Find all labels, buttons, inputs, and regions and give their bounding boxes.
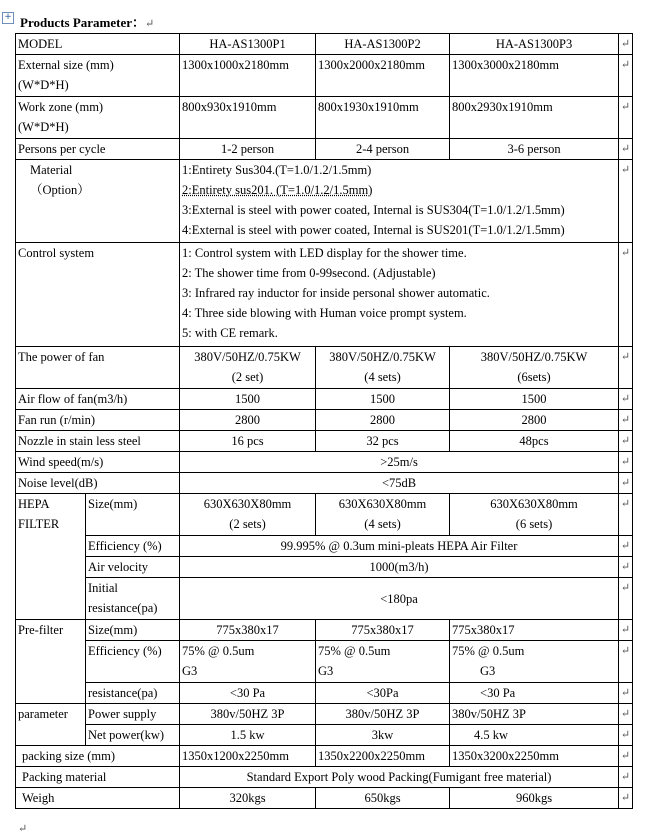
external-size-label: External size (mm) (W*D*H) bbox=[16, 55, 180, 97]
table-row-control-system: Control system 1: Control system with LED display for the shower time. 2: The shower time from 0-99second. (Adjustable) 3: Infrared ray inductor for inside personal shower automatic. 4: Three side blowing with Human voice prompt system. 5: with CE remark. ↵ bbox=[16, 243, 633, 347]
control-system-features: 1: Control system with LED display for the shower time. 2: The shower time from 0-99second. (Adjustable) 3: Infrared ray inductor for inside personal shower automatic. 4: Three side blowing with Human voice prompt system. 5: with CE remark. bbox=[180, 243, 619, 347]
model-p3: HA-AS1300P3 bbox=[450, 34, 619, 55]
table-row-hepa-size: HEPA FILTER Size(mm) 630X630X80mm (2 sets) 630X630X80mm (4 sets) 630X630X80mm (6 sets) ↵ bbox=[16, 494, 633, 536]
table-row-hepa-efficiency: Efficiency (%) 99.995% @ 0.3um mini-pleats HEPA Air Filter ↵ bbox=[16, 536, 633, 557]
table-row-prefilter-resistance: resistance(pa) <30 Pa <30Pa <30 Pa ↵ bbox=[16, 683, 633, 704]
table-row-hepa-resistance: Initial resistance(pa) <180pa ↵ bbox=[16, 578, 633, 620]
table-row-prefilter-efficiency: Efficiency (%) 75% @ 0.5um G3 75% @ 0.5um G3 75% @ 0.5um G3 ↵ bbox=[16, 641, 633, 683]
table-row-work-zone: Work zone (mm) (W*D*H) 800x930x1910mm 800x1930x1910mm 800x2930x1910mm ↵ bbox=[16, 97, 633, 139]
paragraph-mark: ↵ bbox=[18, 823, 28, 835]
model-p1: HA-AS1300P1 bbox=[180, 34, 316, 55]
table-row-material: Material （Option） 1:Entirety Sus304.(T=1.0/1.2/1.5mm) 2:Entirety sus201. (T=1.0/1.2/1.5mm) 3:External is steel with power coated, Internal is SUS304(T=1.0/1.2/1.5mm) 4:External is steel with power coated, Internal is SUS201(T=1.0/1.2/1.5mm) ↵ bbox=[16, 160, 633, 243]
model-p2: HA-AS1300P2 bbox=[316, 34, 450, 55]
products-parameter-table bbox=[15, 33, 633, 809]
table-row-wind-speed: Wind speed(m/s) >25m/s ↵ bbox=[16, 452, 633, 473]
hepa-filter-label: HEPA FILTER bbox=[16, 494, 86, 620]
table-row-fan-run: Fan run (r/min) 2800 2800 2800 ↵ bbox=[16, 410, 633, 431]
table-row-packing-size: packing size (mm) 1350x1200x2250mm 1350x2200x2250mm 1350x3200x2250mm ↵ bbox=[16, 746, 633, 767]
table-row-prefilter-size: Pre-filter Size(mm) 775x380x17 775x380x17 775x380x17 ↵ bbox=[16, 620, 633, 641]
table-row-noise: Noise level(dB) <75dB ↵ bbox=[16, 473, 633, 494]
table-row-model: MODEL HA-AS1300P1 HA-AS1300P2 HA-AS1300P3 ↵ bbox=[16, 34, 633, 55]
table-row-air-flow: Air flow of fan(m3/h) 1500 1500 1500 ↵ bbox=[16, 389, 633, 410]
table-row-packing-material: Packing material Standard Export Poly wood Packing(Fumigant free material) ↵ bbox=[16, 767, 633, 788]
table-row-fan-power: The power of fan 380V/50HZ/0.75KW (2 set) 380V/50HZ/0.75KW (4 sets) 380V/50HZ/0.75KW (6sets) ↵ bbox=[16, 347, 633, 389]
work-zone-label: Work zone (mm) (W*D*H) bbox=[16, 97, 180, 139]
table-row-net-power: Net power(kw) 1.5 kw 3kw 4.5 kw ↵ bbox=[16, 725, 633, 746]
page-title: Products Parameter：↵ bbox=[20, 15, 155, 30]
table-move-handle-icon[interactable]: + bbox=[2, 12, 14, 24]
material-label: Material （Option） bbox=[16, 160, 180, 243]
table-row-hepa-velocity: Air velocity 1000(m3/h) ↵ bbox=[16, 557, 633, 578]
table-row-power-supply: parameter Power supply 380v/50HZ 3P 380v/50HZ 3P 380v/50HZ 3P ↵ bbox=[16, 704, 633, 725]
table-row-weight: Weigh 320kgs 650kgs 960kgs ↵ bbox=[16, 788, 633, 809]
table-row-external-size: External size (mm) (W*D*H) 1300x1000x2180mm 1300x2000x2180mm 1300x3000x2180mm ↵ bbox=[16, 55, 633, 97]
model-label: MODEL bbox=[16, 34, 180, 55]
table-row-persons: Persons per cycle 1-2 person 2-4 person 3-6 person ↵ bbox=[16, 139, 633, 160]
table-row-nozzle: Nozzle in stain less steel 16 pcs 32 pcs 48pcs ↵ bbox=[16, 431, 633, 452]
material-options: 1:Entirety Sus304.(T=1.0/1.2/1.5mm) 2:Entirety sus201. (T=1.0/1.2/1.5mm) 3:External is steel with power coated, Internal is SUS304(T=1.0/1.2/1.5mm) 4:External is steel with power coated, Internal is SUS201(T=1.0/1.2/1.5mm) bbox=[180, 160, 619, 243]
